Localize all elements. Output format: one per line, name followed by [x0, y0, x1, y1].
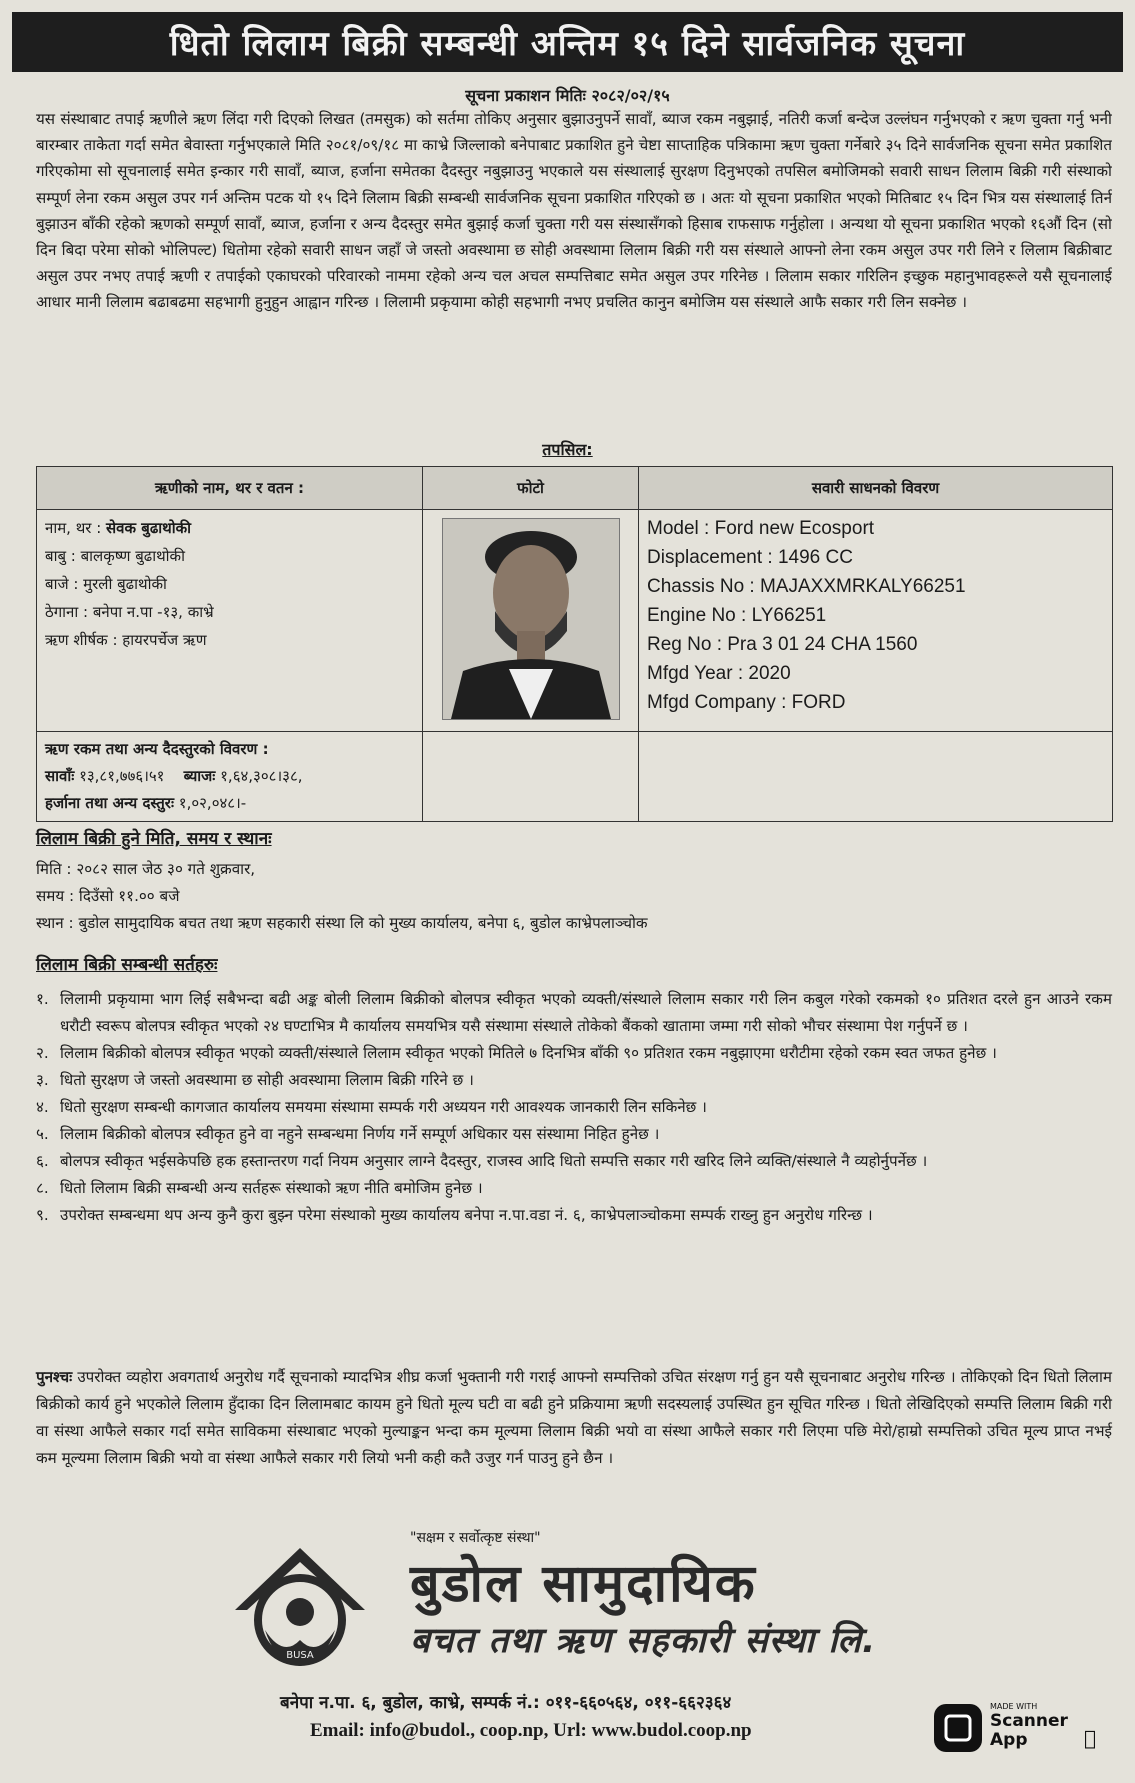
vehicle-chassis: Chassis No : MAJAXXMRKALY66251: [647, 576, 966, 597]
org-subtitle: बचत तथा ऋण सहकारी संस्था लि.: [410, 1621, 877, 1661]
apple-logo-icon: [1084, 1726, 1096, 1750]
condition-item: ३. धितो सुरक्षण जे जस्तो अवस्थामा छ सोही अवस्थामा लिलाम बिक्री गरिने छ ।: [36, 1071, 474, 1089]
condition-item: ८. धितो लिलाम बिक्री सम्बन्धी अन्य सर्तहरू संस्थाको ऋण नीति बमोजिम हुनेछ ।: [36, 1179, 483, 1197]
header-borrower: ऋणीको नाम, थर र वतन :: [37, 467, 423, 510]
auction-date: मिति : २०८२ साल जेठ ३० गते शुक्रवार,: [36, 860, 256, 878]
auction-place: स्थान : बुडोल सामुदायिक बचत तथा ऋण सहकारी संस्था लि को मुख्य कार्यालय, बनेपा ६, बुडोल काभ्रेपलाञ्चोक: [36, 914, 648, 932]
email-url-line: Email: info@budol., coop.np, Url: www.budol.coop.np: [310, 1720, 752, 1741]
org-name: बुडोल सामुदायिक: [410, 1554, 757, 1614]
borrower-name: नाम, थर : सेवक बुढाथोकी: [45, 519, 192, 537]
loan-cell: [37, 732, 423, 822]
empty-cell-vehicle: [639, 732, 1113, 822]
condition-item: ५. लिलाम बिक्रीको बोलपत्र स्वीकृत हुने वा नहुने सम्बन्धमा निर्णय गर्ने सम्पूर्ण अधिकार यस संस्थामा निहित हुनेछ ।: [36, 1125, 660, 1143]
vehicle-cell: [639, 510, 1113, 732]
tapsil-label: तपसिल:: [542, 440, 593, 459]
photo-cell: [423, 510, 639, 732]
intro-paragraph: यस संस्थाबाट तपाई ऋणीले ऋण लिंदा गरी दिएको लिखत (तमसुक) को सर्तमा तोकिए अनुसार बुझाउनुपर्ने सावाँ, ब्याज रकम नबुझाई, नतिरी कर्जा बन्देज उल्लंघन गर्नुभएको र ऋण चुक्ता गर्नु भनी बारम्बार ताकेता गर्दा समेत बेवास्ता गर्नुभएकाले मिति २०८१/०९/१८ मा काभ्रे जिल्लाको बनेपाबाट प्रकाशित हुने चेष्टा साप्ताहिक पत्रिकामा ऋण चुक्ता गर्नेबारे ३५ दिने सार्वजनिक सूचना समेत प्रकाशित गरिएकोमा सो सूचनालाई समेत इन्कार गरी सावाँ, ब्याज, हर्जाना समेतका दैदस्तुर नबुझाउनु भएकाले यस संस्थालाई सुरक्षण दिनुभएको तपसिल बमोजिमको सवारी साधन लिलाम बिक्री गरी संस्थाको सम्पूर्ण लेना रकम असुल उपर गर्न अन्तिम पटक यो १५ दिने लिलाम बिक्री सम्बन्धी सार्वजनिक सूचना प्रकाशित गरिएको छ । अतः यो सूचना प्रकाशित भएको मितिबाट १५ दिन भित्र यस संस्थालाई तिर्न बुझाउन बाँकी रहेको ऋणको सम्पूर्ण सावाँ, ब्याज, हर्जाना र अन्य दैदस्तुर समेत बुझाई कर्जा चुक्ता गरी यस संस्थासँगको हिसाब राफसाफ गर्नुहोला । अन्यथा यो सूचना प्रकाशित भएको १६औं दिन (सो दिन बिदा परेमा सोको भोलिपल्ट) धितोमा रहेको सवारी साधन जहाँ जे जस्तो अवस्थामा छ सोही अवस्थामा लिलाम बिक्री गरी यस संस्थाले आफ्नो लेना रकम असुल उपर गरी लिने र लिलाम बिक्रीबाट असुल उपर नभए तपाई ऋणी र तपाईको एकाघरको परिवारको नाममा रहेको अन्य चल अचल सम्पत्तिबाट समेत असुल उपर गरिनेछ । लिलाम सकार गरिलिन इच्छुक महानुभावहरूले यसै सूचनालाई आधार मानी लिलाम बढाबढमा सहभागी हुनुहुन आह्वान गरिन्छ । लिलामी प्रकृयामा कोही सहभागी नभए प्रचलित कानुन बमोजिम यस संस्थाले आफै सकार गरी लिन सक्नेछ ।: [36, 110, 1112, 312]
borrower-father: बाबु : बालकृष्ण बुढाथोकी: [45, 547, 185, 565]
vehicle-company: Mfgd Company : FORD: [647, 692, 846, 713]
org-slogan: "सक्षम र सर्वोत्कृष्ट संस्था": [410, 1530, 541, 1546]
scanner-app-icon: [934, 1704, 982, 1752]
punascha-label: पुनश्चः: [36, 1368, 73, 1386]
borrower-photo: [442, 518, 620, 720]
vehicle-year: Mfgd Year : 2020: [647, 663, 791, 684]
empty-cell-photo: [423, 732, 639, 822]
vehicle-model: Model : Ford new Ecosport: [647, 518, 875, 539]
vehicle-displacement: Displacement : 1496 CC: [647, 547, 853, 568]
notice-title: धितो लिलाम बिक्री सम्बन्धी अन्तिम १५ दिने सार्वजनिक सूचना: [12, 12, 1123, 72]
loan-penalty: हर्जाना तथा अन्य दस्तुरः १,०२,०४८।-: [45, 794, 247, 812]
punascha-paragraph: [36, 1364, 1112, 1472]
condition-item: ४. धितो सुरक्षण सम्बन्धी कागजात कार्यालय समयमा संस्थामा सम्पर्क गरी अध्ययन गरी आवश्यक जानकारी लिन सकिनेछ ।: [36, 1098, 707, 1116]
header-photo: फोटो: [423, 467, 639, 510]
vehicle-engine: Engine No : LY66251: [647, 605, 827, 626]
condition-item: १. लिलामी प्रकृयामा भाग लिई सबैभन्दा बढी अङ्क बोली लिलाम बिक्रीको बोलपत्र स्वीकृत भएको व्यक्ती/संस्थाले लिलाम सकार गरी लिन कबुल गरेको रकमको १० प्रतिशत दरले हुन आउने रकम धरौटी स्वरूप बोलपत्र स्वीकृत भएको २४ घण्टाभित्र मै कार्यालय समयभित्र यसै संस्थामा संस्थाले तोकेको बैंकको खातामा जम्मा गरी सोको भौचर संस्थामा पेश गर्नुपर्ने छ ।: [36, 990, 1112, 1035]
cooperative-logo-icon: [225, 1540, 375, 1680]
logo-text: BUSA: [286, 1650, 314, 1661]
condition-item: ९. उपरोक्त सम्बन्धमा थप अन्य कुनै कुरा बुझ्न परेमा संस्थाको मुख्य कार्यालय बनेपा न.पा.वडा नं. ६, काभ्रेपलाञ्चोकमा सम्पर्क राख्नु हुन अनुरोध गरिन्छ ।: [36, 1206, 873, 1224]
person-silhouette-icon: [443, 519, 619, 719]
publish-date: सूचना प्रकाशन मितिः २०८२/०२/१५: [465, 86, 670, 105]
auction-heading: लिलाम बिक्री हुने मिति, समय र स्थानः: [36, 829, 272, 849]
borrower-cell: [37, 510, 423, 732]
contact-line: बनेपा न.पा. ६, बुडोल, काभ्रे, सम्पर्क नं.: ०११-६६०५६४, ०११-६६२३६४: [280, 1693, 732, 1713]
condition-item: ६. बोलपत्र स्वीकृत भईसकेपछि हक हस्तान्तरण गर्दा नियम अनुसार लाग्ने दैदस्तुर, राजस्व आदि धितो सम्पत्ति सकार गरी खरिद लिने व्यक्ति/संस्थाले नै व्यहोर्नुपर्नेछ ।: [36, 1152, 928, 1170]
vehicle-reg: Reg No : Pra 3 01 24 CHA 1560: [647, 634, 918, 655]
made-with-label: MADE WITH: [990, 1702, 1038, 1711]
scanner-app-name: Scanner App: [990, 1711, 1068, 1750]
auction-time: समय : दिउँसो ११.०० बजे: [36, 887, 180, 905]
condition-item: २. लिलाम बिक्रीको बोलपत्र स्वीकृत भएको व्यक्ती/संस्थाले लिलाम स्वीकृत भएको मितिले ७ दिनभित्र बाँकी ९० प्रतिशत रकम नबुझाएमा धरौटीमा रहेको रकम स्वत जफत हुनेछ ।: [36, 1044, 997, 1062]
details-table: [36, 466, 1113, 822]
borrower-grandfather: बाजे : मुरली बुढाथोकी: [45, 575, 167, 593]
punascha-text: उपरोक्त व्यहोरा अवगतार्थ अनुरोध गर्दै सूचनाको म्यादभित्र शीघ्र कर्जा भुक्तानी गरी गराई आफ्नो सम्पत्तिको उचित संरक्षण गर्नु हुन यसै सूचनाबाट अनुरोध गरिन्छ । तोकिएको दिन धितो लिलाम बिक्रीको कार्य हुने भएकोले लिलाम हुँदाका दिन लिलामबाट कायम हुने धितो मूल्य घटी वा बढी हुने प्रक्रियामा ऋणी सदस्यलाई उपस्थित हुन सूचित गरिन्छ । धितो लेखिदिएको सम्पत्ति लिलाम बिक्री गरी वा संस्था आफैले सकार गर्दा समेत साविकमा संस्थाबाट भएको मुल्याङ्कन भन्दा कम मूल्यमा लिलाम बिक्री भयो वा संस्था आफैले सकार गरी लिएमा पछि मेरो/हाम्रो सम्पत्तिको उचित मूल्य प्राप्त नभई कम मूल्यमा लिलाम बिक्री भयो वा संस्था आफैले सकार गरी लियो भनी कही कतै उजुर गर्न पाउनु हुने छैन ।: [36, 1368, 1112, 1467]
loan-principal-interest: सावाँः १३,८१,७७६।५१ ब्याजः १,६४,३०८।३८,: [45, 767, 303, 785]
conditions-heading: लिलाम बिक्री सम्बन्धी सर्तहरुः: [36, 955, 218, 975]
conditions-list: [36, 986, 1112, 1229]
borrower-loan-title: ऋण शीर्षक : हायरपर्चेज ऋण: [45, 631, 207, 649]
scanner-app-badge: [930, 1700, 1110, 1760]
header-vehicle: सवारी साधनको विवरण: [639, 467, 1113, 510]
footer: [0, 1520, 1135, 1783]
loan-heading: ऋण रकम तथा अन्य दैदस्तुरको विवरण :: [45, 740, 269, 758]
borrower-address: ठेगाना : बनेपा न.पा -१३, काभ्रे: [45, 603, 214, 621]
